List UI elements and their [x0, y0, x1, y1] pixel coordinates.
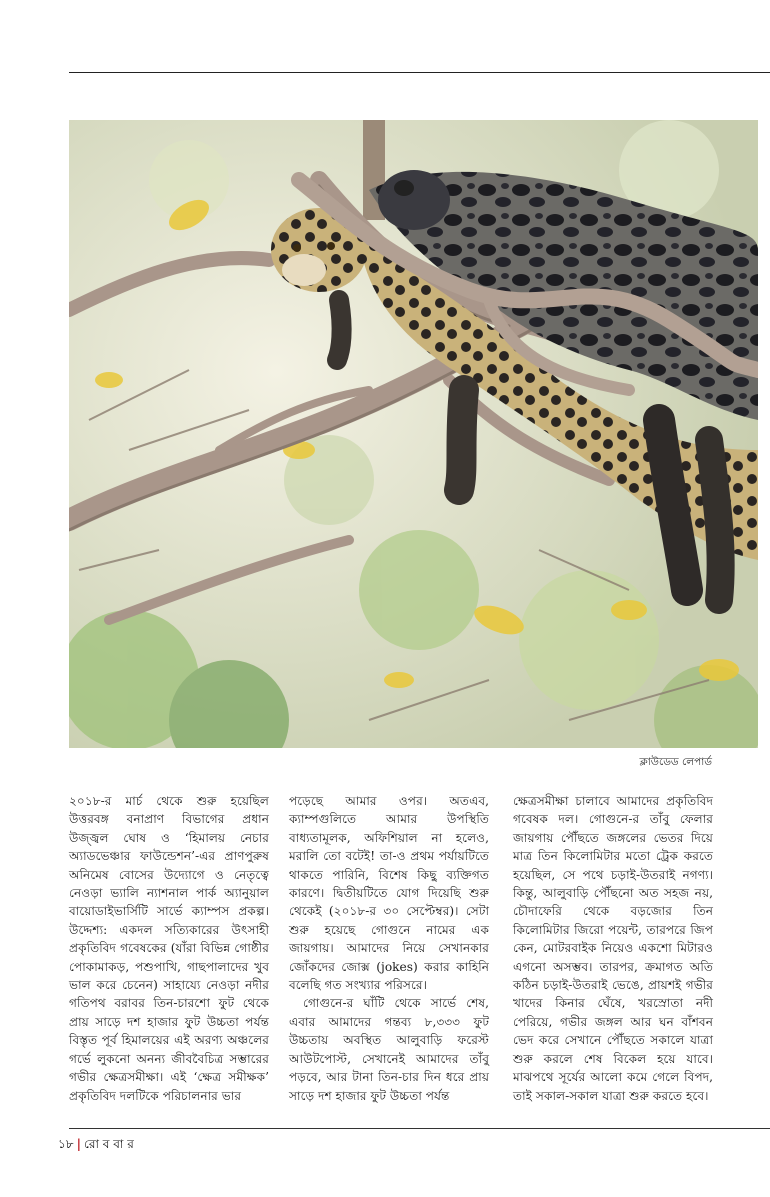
- clouded-leopard-photo: [69, 120, 758, 748]
- photo-caption: ক্লাউডেড লেপার্ড: [639, 756, 712, 768]
- paragraph: ক্ষেত্রসমীক্ষা চালাবে আমাদের প্রকৃতিবিদ গবেষক দল। গোগুনে-র তাঁবু ফেলার জায়গায় পৌঁছতে জঙ্গলের ভেতর দিয়ে মাত্র তিন কিলোমিটার মতো ট্রেক করতে হয়েছিল, সে পথে চড়াই-উতরাই নগণ্য। কিন্তু, আলুবাড়ি পৌঁছনো অত সহজ নয়, চৌদাফেরি থেকে বড়জোর তিন কিলোমিটার জিরো পয়েন্ট, তারপরে জিপ কেন, মোটরবাইক নিয়েও একশো মিটারও এগনো অসম্ভব। তারপর, ক্রমাগত অতি কঠিন চড়াই-উতরাই ভেঙে, প্রায়শই গভীর খাদের কিনার ঘেঁষে, খরস্রোতা নদী পেরিয়ে, গভীর জঙ্গল আর ঘন বাঁশবন ভেদ করে সেখানে পৌঁছতে সকালে যাত্রা শুরু করলে শেষ বিকেল হয়ে যাবে। মাঝপথে সূর্যের আলো কমে গেলে বিপদ, তাই সকাল-সকাল যাত্রা শুরু করতে হবে।: [513, 794, 713, 1103]
- paragraph: গোগুনে-র ঘাঁটি থেকে সার্ভে শেষ, এবার আমাদের গন্তব্য ৮,৩৩৩ ফুট উচ্চতায় অবস্থিত আলুবাড়ি ফরেস্ট আউটপোস্ট, সেখানেই আমাদের তাঁবু পড়বে, আর টানা তিন-চার দিন ধরে প্রায় সাড়ে দশ হাজার ফুট উচ্চতা পর্যন্ত: [289, 996, 489, 1103]
- paragraph: পড়েছে আমার ওপর। অতএব, ক্যাম্পগুলিতে আমার উপস্থিতি বাধ্যতামূলক, অফিশিয়াল না হলেও, মরালি তো বটেই! তা-ও প্রথম পর্যায়টিতে থাকতে পারিনি, বিশেষ কিছু ব্যক্তিগত কারণে। দ্বিতীয়টিতে যোগ দিয়েছি শুরু থেকেই (২০১৮-র ৩০ সেপ্টেম্বর)। সেটা শুরু হয়েছে গোগুনে নামের এক জায়গায়। আমাদের নিয়ে সেখানকার জোঁকদের জোক্স (jokes) করার কাহিনি বলেছি গত সংখ্যার পরিসরে।: [289, 794, 489, 993]
- text-column-2: [289, 792, 489, 1105]
- page-number: ১৮: [58, 1137, 74, 1151]
- magazine-name: রো ব বা র: [83, 1137, 134, 1151]
- footer-separator: |: [76, 1137, 81, 1151]
- text-column-3: [513, 792, 713, 1105]
- text-column-1: [69, 792, 269, 1105]
- page-footer: [58, 1136, 134, 1156]
- paragraph: ২০১৮-র মার্চ থেকে শুরু হয়েছিল উত্তরবঙ্গ বনাপ্রাণ বিভাগের প্রধান উজ্জ্বল ঘোষ ও ‘হিমালয় নেচার অ্যাডভেঞ্চার ফাউন্ডেশন’-এর প্রাণপুরুষ অনিমেষ বোসের উদ্যোগে ও নেতৃত্বে নেওড়া ভ্যালি ন্যাশনাল পার্ক অ্যানুয়াল বায়োডাইভার্সিটি সার্ভে ক্যাম্পস প্রকল্প। উদ্দেশ্য: একদল সত্যিকারের উৎসাহী প্রকৃতিবিদ গবেষকের (যাঁরা বিভিন্ন গোষ্ঠীর পোকামাকড়, পশুপাখি, গাছপালাদের খুব ভাল করে চেনেন) সাহায্যে নেওড়া নদীর গতিপথ বরাবর তিন-চারশো ফুট থেকে প্রায় সাড়ে দশ হাজার ফুট উচ্চতা পর্যন্ত বিস্তৃত পূর্ব হিমালয়ের এই অরণ্য অঞ্চলের গর্ভে লুকনো অনন্য জীববৈচিত্র সম্ভারের গভীর ক্ষেত্রসমীক্ষা। এই ‘ক্ষেত্র সমীক্ষক’ প্রকৃতিবিদ দলটিকে পরিচালনার ভার: [69, 794, 269, 1103]
- top-rule: [69, 72, 770, 73]
- bottom-rule: [69, 1128, 770, 1129]
- photo-illustration: [69, 120, 758, 748]
